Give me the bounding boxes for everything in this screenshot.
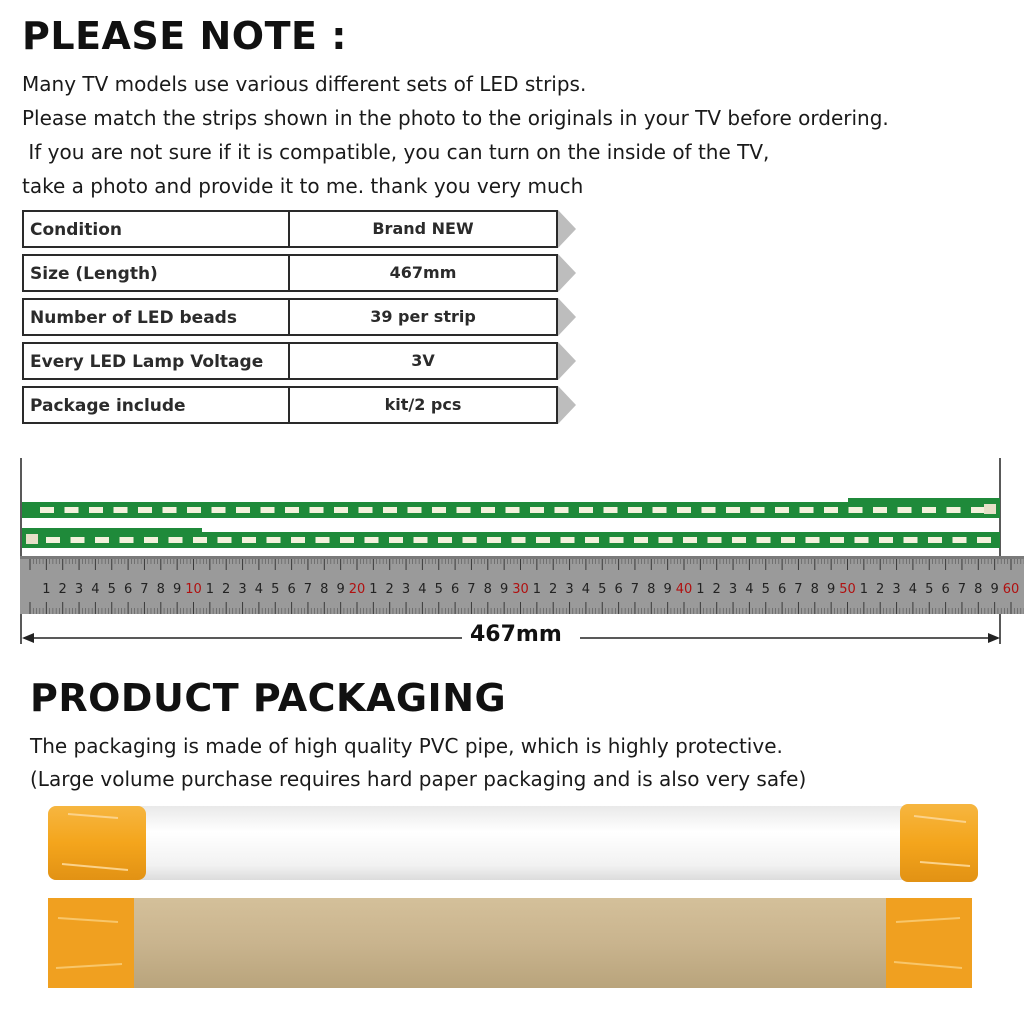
led-bead bbox=[610, 537, 624, 543]
ruler-label: 8 bbox=[156, 582, 165, 597]
packaging-title: PRODUCT PACKAGING bbox=[30, 676, 507, 720]
led-bead bbox=[389, 537, 403, 543]
led-bead bbox=[169, 537, 183, 543]
ruler-label: 7 bbox=[303, 582, 313, 597]
led-bead bbox=[408, 507, 422, 513]
ruler-label: 4 bbox=[91, 582, 100, 597]
led-bead bbox=[438, 537, 452, 543]
led-bead bbox=[702, 507, 716, 513]
led-bead bbox=[383, 507, 397, 513]
led-bead bbox=[487, 537, 501, 543]
spec-value: 467mm bbox=[389, 263, 457, 282]
ruler-label: 1 bbox=[205, 582, 214, 597]
ruler-label: 9 bbox=[500, 582, 509, 597]
led-bead bbox=[481, 507, 495, 513]
ruler-label: 4 bbox=[418, 582, 427, 597]
led-bead bbox=[555, 507, 569, 513]
led-strip-photo bbox=[0, 452, 1024, 662]
ruler-label: 50 bbox=[839, 582, 856, 597]
spec-row-led-beads bbox=[22, 298, 558, 336]
led-bead bbox=[873, 507, 887, 513]
ruler-label: 5 bbox=[434, 582, 443, 597]
ruler-label: 3 bbox=[401, 582, 411, 597]
packaging-line-2: (Large volume purchase requires hard paper packaging and is also very safe) bbox=[30, 767, 807, 791]
led-bead bbox=[316, 537, 330, 543]
led-bead bbox=[291, 537, 305, 543]
led-bead bbox=[922, 507, 936, 513]
led-bead bbox=[708, 537, 722, 543]
led-bead bbox=[585, 537, 599, 543]
ruler-label: 4 bbox=[745, 582, 754, 597]
led-bead bbox=[775, 507, 789, 513]
ruler-label: 6 bbox=[123, 582, 133, 597]
ruler-label: 4 bbox=[254, 582, 264, 597]
led-bead bbox=[653, 507, 667, 513]
ruler-label: 60 bbox=[1002, 582, 1020, 597]
ruler-label: 6 bbox=[450, 582, 460, 597]
led-bead bbox=[677, 507, 691, 513]
led-bead bbox=[120, 537, 134, 543]
led-bead bbox=[218, 537, 232, 543]
led-bead bbox=[628, 507, 642, 513]
led-bead bbox=[40, 507, 54, 513]
ruler-label: 3 bbox=[238, 582, 247, 597]
led-bead bbox=[261, 507, 275, 513]
ruler-label: 30 bbox=[512, 582, 529, 597]
spec-value: 3V bbox=[411, 351, 435, 370]
led-bead bbox=[193, 537, 207, 543]
led-bead bbox=[334, 507, 348, 513]
led-bead bbox=[732, 537, 746, 543]
led-bead bbox=[947, 507, 961, 513]
ruler-label: 2 bbox=[549, 582, 558, 597]
ruler-label: 8 bbox=[974, 582, 983, 597]
cardboard-package-image bbox=[48, 898, 972, 988]
row-arrow-icon bbox=[558, 386, 576, 424]
ruler-label: 2 bbox=[712, 582, 721, 597]
spec-row-size bbox=[22, 254, 558, 292]
led-bead bbox=[95, 537, 109, 543]
led-bead bbox=[977, 537, 991, 543]
ruler-label: 8 bbox=[647, 582, 656, 597]
ruler-label: 9 bbox=[827, 582, 836, 597]
led-bead bbox=[953, 537, 967, 543]
spec-label: Size (Length) bbox=[24, 256, 290, 290]
ruler-label: 6 bbox=[777, 582, 787, 597]
led-bead bbox=[806, 537, 820, 543]
ruler-label: 5 bbox=[925, 582, 934, 597]
row-arrow-icon bbox=[558, 298, 576, 336]
note-title: PLEASE NOTE : bbox=[22, 14, 347, 58]
ruler-label: 8 bbox=[483, 582, 492, 597]
spec-row-condition bbox=[22, 210, 558, 248]
row-arrow-icon bbox=[558, 210, 576, 248]
spec-row-voltage bbox=[22, 342, 558, 380]
led-bead bbox=[904, 537, 918, 543]
ruler-label: 6 bbox=[614, 582, 623, 597]
spec-label: Condition bbox=[24, 212, 290, 246]
led-bead bbox=[604, 507, 618, 513]
ruler-label: 7 bbox=[957, 582, 967, 597]
row-arrow-icon bbox=[558, 254, 576, 292]
led-bead bbox=[751, 507, 765, 513]
led-bead bbox=[432, 507, 446, 513]
spec-value: kit/2 pcs bbox=[384, 395, 462, 414]
led-bead bbox=[971, 507, 985, 513]
ruler-label: 4 bbox=[581, 582, 591, 597]
led-bead bbox=[849, 507, 863, 513]
dimension-label: 467mm bbox=[462, 622, 570, 647]
ruler-label: 3 bbox=[892, 582, 901, 597]
row-arrow-icon bbox=[558, 342, 576, 380]
led-bead bbox=[781, 537, 795, 543]
note-line-4: take a photo and provide it to me. thank you very much bbox=[22, 174, 584, 198]
ruler-label: 20 bbox=[348, 582, 366, 597]
ruler-label: 5 bbox=[107, 582, 116, 597]
led-bead bbox=[163, 507, 177, 513]
spec-row-package bbox=[22, 386, 558, 424]
led-bead bbox=[824, 507, 838, 513]
led-bead bbox=[579, 507, 593, 513]
spec-label: Number of LED beads bbox=[24, 300, 290, 334]
ruler-label: 5 bbox=[598, 582, 607, 597]
led-bead bbox=[236, 507, 250, 513]
led-bead bbox=[659, 537, 673, 543]
led-bead bbox=[561, 537, 575, 543]
ruler-label: 2 bbox=[222, 582, 231, 597]
ruler-label: 3 bbox=[728, 582, 738, 597]
ruler-label: 6 bbox=[287, 582, 296, 597]
led-bead bbox=[359, 507, 373, 513]
ruler-label: 10 bbox=[185, 582, 202, 597]
led-bead bbox=[187, 507, 201, 513]
led-bead bbox=[65, 507, 79, 513]
led-bead bbox=[463, 537, 477, 543]
led-bead bbox=[267, 537, 281, 543]
ruler-label: 1 bbox=[696, 582, 705, 597]
ruler-label: 1 bbox=[369, 582, 378, 597]
led-bead bbox=[285, 507, 299, 513]
led-bead bbox=[114, 507, 128, 513]
ruler-label: 3 bbox=[565, 582, 574, 597]
led-bead bbox=[800, 507, 814, 513]
ruler-label: 1 bbox=[859, 582, 868, 597]
ruler-label: 3 bbox=[74, 582, 84, 597]
led-bead bbox=[242, 537, 256, 543]
ruler-label: 7 bbox=[794, 582, 803, 597]
led-bead bbox=[726, 507, 740, 513]
ruler-label: 5 bbox=[271, 582, 280, 597]
spec-label: Package include bbox=[24, 388, 290, 422]
led-bead bbox=[898, 507, 912, 513]
ruler-label: 2 bbox=[385, 582, 394, 597]
note-line-1: Many TV models use various different sets of LED strips. bbox=[22, 72, 587, 96]
ruler-label: 8 bbox=[810, 582, 819, 597]
led-bead bbox=[530, 507, 544, 513]
led-bead bbox=[89, 507, 103, 513]
led-bead bbox=[144, 537, 158, 543]
spec-value: Brand NEW bbox=[372, 219, 474, 238]
ruler-label: 8 bbox=[320, 582, 329, 597]
ruler-label: 9 bbox=[990, 582, 999, 597]
led-bead bbox=[414, 537, 428, 543]
ruler-label: 6 bbox=[941, 582, 950, 597]
led-bead bbox=[71, 537, 85, 543]
led-bead bbox=[683, 537, 697, 543]
led-bead bbox=[928, 537, 942, 543]
spec-value: 39 per strip bbox=[370, 307, 476, 326]
ruler-label: 9 bbox=[663, 582, 672, 597]
ruler-label: 5 bbox=[761, 582, 770, 597]
ruler-label: 7 bbox=[630, 582, 640, 597]
ruler-label: 4 bbox=[908, 582, 918, 597]
ruler-label: 1 bbox=[532, 582, 541, 597]
led-bead bbox=[830, 537, 844, 543]
ruler-label: 2 bbox=[58, 582, 67, 597]
packaging-line-1: The packaging is made of high quality PVC pipe, which is highly protective. bbox=[30, 734, 783, 758]
led-bead bbox=[536, 537, 550, 543]
led-bead bbox=[340, 537, 354, 543]
pvc-tube-image bbox=[48, 804, 978, 882]
led-bead bbox=[512, 537, 526, 543]
ruler-label: 40 bbox=[675, 582, 693, 597]
led-bead bbox=[757, 537, 771, 543]
led-bead bbox=[879, 537, 893, 543]
led-bead bbox=[506, 507, 520, 513]
ruler-label: 1 bbox=[42, 582, 51, 597]
led-bead bbox=[855, 537, 869, 543]
note-line-2: Please match the strips shown in the photo to the originals in your TV before ordering. bbox=[22, 106, 889, 130]
note-line-3: If you are not sure if it is compatible, you can turn on the inside of the TV, bbox=[22, 140, 770, 164]
led-bead bbox=[138, 507, 152, 513]
ruler-label: 2 bbox=[876, 582, 885, 597]
led-bead bbox=[212, 507, 226, 513]
ruler-label: 9 bbox=[336, 582, 345, 597]
led-bead bbox=[310, 507, 324, 513]
led-bead bbox=[634, 537, 648, 543]
led-bead bbox=[365, 537, 379, 543]
ruler-label: 9 bbox=[173, 582, 182, 597]
led-bead bbox=[46, 537, 60, 543]
led-bead bbox=[457, 507, 471, 513]
ruler-label: 7 bbox=[467, 582, 476, 597]
spec-label: Every LED Lamp Voltage bbox=[24, 344, 290, 378]
ruler-label: 7 bbox=[140, 582, 149, 597]
